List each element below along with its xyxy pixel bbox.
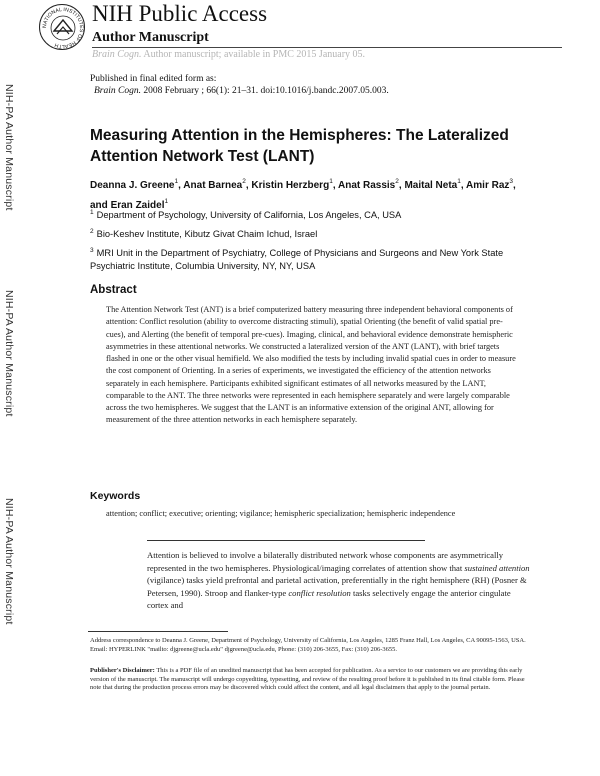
side-label-text: NIH-PA Author Manuscript — [3, 84, 15, 211]
intro-text: Attention is believed to involve a bilaterally distributed network whose components are asymmetrically represented in the two hemispheres. Physiological/imaging correlates of attention show that — [147, 550, 504, 573]
intro-divider — [147, 540, 425, 541]
author: Deanna J. Greene — [90, 180, 175, 191]
nih-seal-icon — [40, 5, 86, 51]
keywords-text: attention; conflict; executive; orienting; vigilance; hemispheric specialization; hemispheric independence — [106, 509, 456, 518]
header-subtitle: Author Manuscript — [92, 30, 209, 45]
affiliation-number: 1 — [90, 209, 94, 216]
disclaimer-text: This is a PDF file of an unedited manuscript that has been accepted for publication. As a service to our customers we are providing this early version of the manuscript. The manuscript will undergo copyediting, typesetting, and review of the resulting proof before it is published in its final citable form. Please note that during the production process errors may be discovered which could affect the content, and all legal disclaimers that apply to the journal pertain. — [90, 667, 525, 692]
citation-details: 2008 February ; 66(1): 21–31. doi:10.1016/j.bandc.2007.05.003. — [140, 86, 389, 96]
author-affiliation-mark: 2 — [395, 178, 399, 185]
affiliation — [90, 244, 540, 273]
author-affiliation-mark: 2 — [242, 178, 246, 185]
header-journal-name: Brain Cogn. — [92, 49, 142, 60]
side-label-1 — [0, 84, 18, 224]
correspondence-footnote: Address correspondence to Deanna J. Greene, Department of Psychology, University of California, Los Angeles, 1285 Franz Hall, Los Angeles, CA 90095-1563, USA. Email: HYPERLINK "mailto: djgreene@ucla.edu" djgreene@ucla.edu, Phone: (310) 206-3655, Fax: (310) 206-3655. — [90, 637, 526, 653]
affiliation-number: 2 — [90, 228, 94, 235]
author-affiliation-mark: 1 — [329, 178, 333, 185]
author: Kristin Herzberg — [251, 180, 330, 191]
keywords-heading: Keywords — [90, 490, 141, 502]
header-divider — [92, 47, 562, 48]
affiliation-text: Department of Psychology, University of California, Los Angeles, CA, USA — [96, 210, 402, 220]
disclaimer-footnote — [90, 667, 530, 693]
author: Anat Barnea — [183, 180, 243, 191]
citation-journal: Brain Cogn. — [94, 86, 141, 96]
affiliation-text: MRI Unit in the Department of Psychiatry, College of Physicians and Surgeons and New York State Psychiatric Institute, Columbia University, NY, NY, USA — [90, 248, 504, 271]
affiliation — [90, 206, 540, 222]
author-affiliation-mark: 1 — [164, 198, 169, 205]
affiliation-text: Bio-Keshev Institute, Kibutz Givat Chaim Ichud, Israel — [96, 229, 318, 239]
disclaimer-label: Publisher's Disclaimer: — [90, 667, 155, 674]
author-affiliation-mark: 1 — [457, 178, 461, 185]
author-list: Deanna J. Greene$^1$, Anat Barnea$^2$, Kristin Herzberg$^1$, Anat Rassis$^2$, Maital Neta$^1$, Amir Raz$^3$, and Eran Zaidel$^1$ — [90, 178, 516, 211]
affiliation-number: 3 — [90, 247, 94, 254]
header-availability: Author manuscript; available in PMC 2015 January 05. — [141, 49, 366, 60]
intro-emphasis: conflict resolution — [288, 587, 351, 598]
published-note: Published in final edited form as: — [90, 74, 217, 84]
citation — [94, 86, 389, 96]
seal-text: NATIONAL INSTITUTES OF HEALTH — [41, 6, 85, 50]
intro-text: tasks selectively engage the anterior cingulate cortex and — [147, 587, 511, 610]
header-journal-note — [92, 49, 365, 60]
intro-emphasis: sustained attention — [464, 562, 530, 573]
side-label-text: NIH-PA Author Manuscript — [3, 498, 15, 625]
nih-seal-logo — [39, 4, 85, 50]
side-label-2 — [0, 290, 18, 430]
side-label-3 — [0, 498, 18, 638]
article-title: Measuring Attention in the Hemispheres: The Lateralized Attention Network Test (LANT) — [90, 127, 509, 165]
author: Anat Rassis — [338, 180, 396, 191]
author: Maital Neta — [404, 180, 458, 191]
affiliation — [90, 225, 540, 241]
svg-text:NATIONAL INSTITUTES OF HEALTH — [42, 7, 84, 49]
abstract-heading: Abstract — [90, 284, 137, 296]
side-label-text: NIH-PA Author Manuscript — [3, 290, 15, 417]
intro-text: (vigilance) tasks yield prefrontal and parietal activation, preferentially in the right hemisphere (RH) (Posner & Petersen, 1990). Stroop and flanker-type — [147, 575, 527, 598]
author: Amir Raz — [466, 180, 510, 191]
abstract-text: The Attention Network Test (ANT) is a brief computerized battery measuring three independent behavioral components of attention: Conflict resolution (ability to overcome distracting stimuli), spatial Orienting (the benefit of valid spatial pre-cues), and Alerting (the benefit of temporal pre-cues). Imaging, clinical, and behavioral evidence demonstrate hemispheric asymmetries in these attentional networks. We constructed a lateralized version of the ANT (LANT), with brief targets flashed in one or the other visual hemifield. We also modified the tests by including invalid spatial cues in order to measure the cost component of Orienting. In a series of experiments, we investigated the efficiency of the attention networks separately in each hemisphere. Participants exhibited significant estimates of all networks measured by the LANT, comparable to the ANT. The three networks were represented in each hemisphere separately and were largely comparable across the two hemispheres. We suggest that the LANT is an informative extension of the original ANT, allowing for measurement of the three attention networks in each hemisphere separately. — [106, 305, 516, 425]
author-affiliation-mark: 1 — [174, 178, 179, 185]
author: Eran Zaidel — [110, 200, 165, 211]
intro-paragraph — [147, 549, 532, 612]
author-affiliation-mark: 3 — [509, 178, 514, 185]
footnote-divider — [88, 631, 228, 632]
header-title: NIH Public Access — [92, 1, 268, 26]
